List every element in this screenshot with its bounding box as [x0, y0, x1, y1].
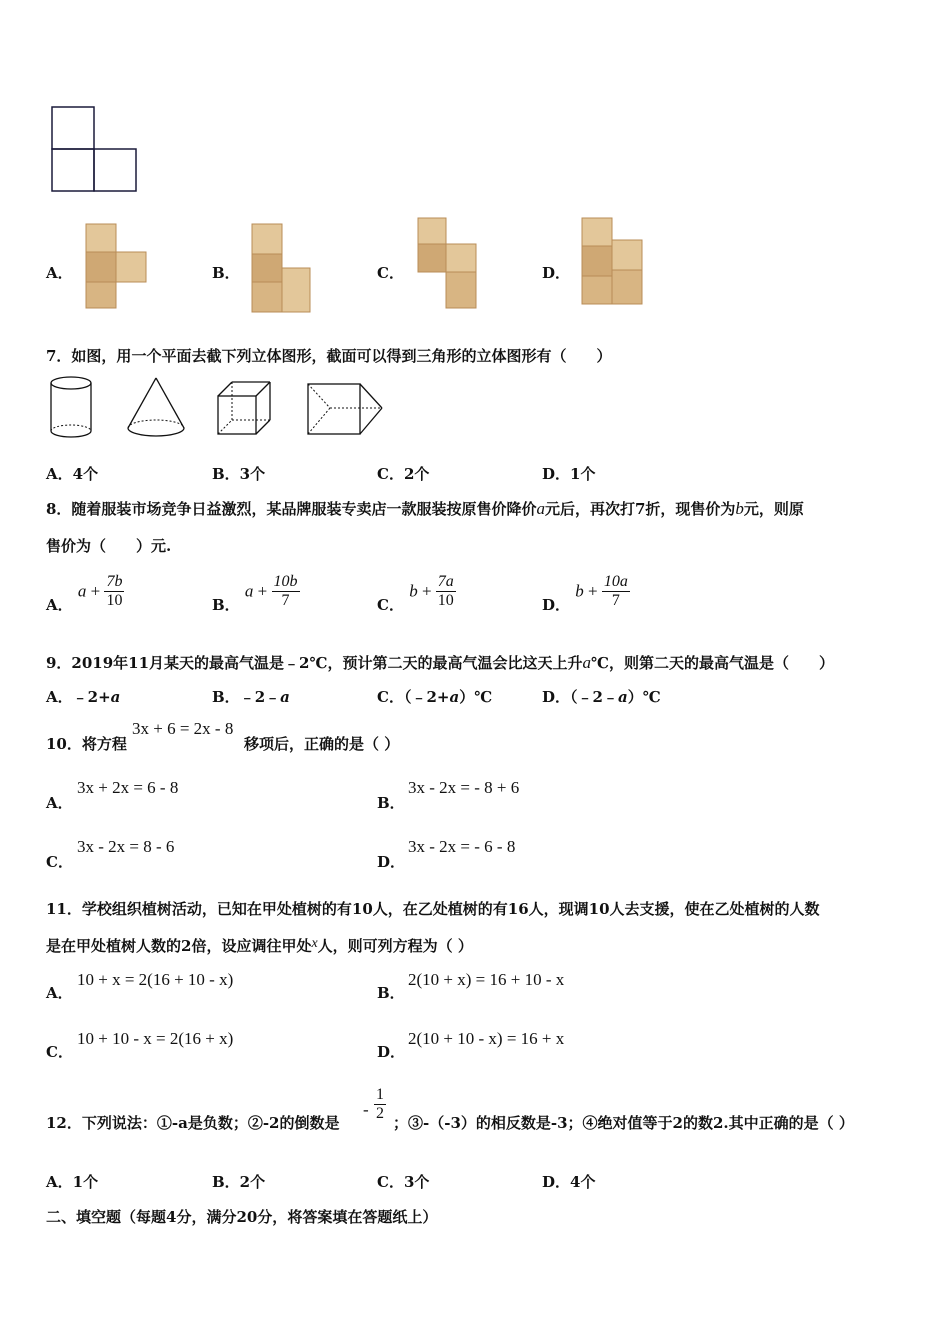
q8-var-a: a	[536, 499, 545, 518]
q11-option-c-label: C．	[46, 1043, 73, 1061]
q12-option-d: D．4个	[542, 1173, 596, 1191]
view-diagram	[48, 104, 140, 196]
q11-stem-part1: 是在甲处植树人数的2倍，设应调往甲处	[46, 937, 312, 955]
q9-option-c	[377, 686, 492, 707]
q6-option-d-label: D．	[542, 264, 571, 282]
q8-option-b: B． a + $\frac{10b}{7}$	[212, 568, 300, 615]
q10-stem-part2: 移项后，正确的是（ ）	[244, 735, 400, 753]
q12-stem-part2: ；③-（-3）的相反数是-3；④绝对值等于2的数2.其中正确的是（ ）	[393, 1114, 854, 1132]
q8-option-c-fraction	[436, 573, 456, 610]
fraction-numerator: 7a	[437, 573, 454, 590]
q8-option-c: C． b + $\frac{7a}{10}$	[377, 568, 456, 615]
q7-stem: 7．如图，用一个平面去截下列立体图形，截面可以得到三角形的立体图形有（ ）	[46, 347, 612, 365]
q10-stem-part1: 10．将方程	[46, 735, 127, 753]
q9-stem	[46, 652, 834, 673]
q12-neg-sign: -	[363, 1100, 369, 1119]
q11-option-a-expr: 10 + x = 2(16 + 10 - x)	[77, 970, 234, 989]
q10-option-a-label: A．	[46, 794, 73, 812]
q6-option-b-label: B．	[212, 264, 240, 282]
q10-option-b-label: B．	[377, 794, 405, 812]
prism-figure	[304, 380, 386, 438]
q12-option-b: B．2个	[212, 1173, 266, 1191]
cube-figure	[214, 378, 274, 438]
q8-option-c-lead: b	[409, 581, 418, 601]
q8-var-b: b	[735, 499, 744, 518]
q11-var: x	[311, 936, 318, 951]
q8-option-d: D． b + $\frac{10a}{7}$	[542, 568, 630, 615]
q9-option-b	[212, 686, 290, 707]
fraction-denominator: 7	[611, 592, 620, 609]
q11-option-b-label: B．	[377, 984, 405, 1002]
option-label: C．	[377, 688, 404, 706]
q11-option-a-label: A．	[46, 984, 73, 1002]
fraction-numerator: 10a	[603, 573, 628, 590]
q8-option-c-label: C．	[377, 596, 404, 614]
q11-stem-line1: 11．学校组织植树活动，已知在甲处植树的有10人，在乙处植树的有16人，现调10人去支援，使在乙处植树的人数	[46, 900, 820, 918]
q8-option-b-lead: a	[244, 581, 254, 601]
q8-stem-part3: 元，则原	[743, 500, 804, 518]
q10-option-d-expr: 3x - 2x = - 6 - 8	[408, 837, 516, 856]
q8-option-a-lead: a	[77, 581, 87, 601]
fraction-denominator: 7	[281, 592, 290, 609]
q9-option-a	[46, 686, 120, 707]
section-title: 二、填空题（每题4分，满分20分，将答案填在答题纸上）	[46, 1208, 438, 1226]
q7-option-d: D．1个	[542, 465, 596, 483]
cylinder-figure	[46, 374, 96, 442]
q12-option-c: C．3个	[377, 1173, 430, 1191]
option-label: B．	[212, 688, 240, 706]
q11-stem-line2	[46, 935, 473, 956]
option-var: a	[280, 688, 290, 706]
q6-option-b-blocks	[246, 222, 316, 316]
q8-option-d-lead: b	[575, 581, 584, 601]
q9-var: a	[582, 653, 591, 672]
q12-option-a: A．1个	[46, 1173, 99, 1191]
fraction-numerator: 1	[376, 1086, 384, 1103]
q11-option-d-label: D．	[377, 1043, 406, 1061]
option-text: ﹣2+	[72, 688, 111, 706]
option-label: A．	[46, 688, 73, 706]
q11-option-d-expr: 2(10 + 10 - x) = 16 + x	[408, 1029, 565, 1048]
option-text: （﹣2+	[403, 688, 450, 706]
fraction-denominator: 10	[106, 592, 123, 609]
q10-option-c-expr: 3x - 2x = 8 - 6	[77, 837, 175, 856]
option-label: D．	[542, 688, 571, 706]
q10-option-c-label: C．	[46, 853, 73, 871]
q8-option-a-fraction	[104, 573, 124, 610]
q9-stem-part2: ℃，则第二天的最高气温是（ ）	[590, 654, 834, 672]
fraction-numerator: 10b	[273, 573, 298, 590]
q10-option-b-expr: 3x - 2x = - 8 + 6	[408, 778, 520, 797]
q11-option-c-expr: 10 + 10 - x = 2(16 + x)	[77, 1029, 234, 1048]
option-tail: ）℃	[459, 688, 493, 706]
option-text: ﹣2﹣	[239, 688, 281, 706]
q9-stem-part1: 9．2019年11月某天的最高气温是﹣2℃，预计第二天的最高气温会比这天上升	[46, 654, 583, 672]
cone-figure	[124, 374, 188, 442]
q7-option-a: A．4个	[46, 465, 99, 483]
q7-option-b: B．3个	[212, 465, 266, 483]
q7-option-c: C．2个	[377, 465, 430, 483]
fraction-numerator: 7b	[106, 573, 123, 590]
q6-option-c-label: C．	[377, 264, 404, 282]
fraction-denominator: 10	[437, 592, 454, 609]
q8-stem-part1: 8．随着服装市场竞争日益激烈，某品牌服装专卖店一款服装按原售价降价	[46, 500, 537, 518]
q10-option-a-expr: 3x + 2x = 6 - 8	[77, 778, 179, 797]
option-var: a	[449, 688, 460, 706]
q12-fraction	[374, 1086, 386, 1123]
q8-option-b-label: B．	[212, 596, 240, 614]
q8-option-a: A． a + $\frac{7b}{10}$	[46, 568, 124, 615]
fraction-denominator: 2	[376, 1105, 384, 1122]
q9-option-d	[542, 686, 661, 707]
q6-option-d-blocks	[576, 214, 650, 312]
q11-option-b-expr: 2(10 + x) = 16 + 10 - x	[408, 970, 565, 989]
q8-stem-part2: 元后，再次打7折，现售价为	[544, 500, 736, 518]
q8-option-d-fraction	[602, 573, 630, 610]
q8-option-a-label: A．	[46, 596, 73, 614]
q8-option-b-fraction	[272, 573, 300, 610]
option-tail: ）℃	[627, 688, 661, 706]
option-var: a	[617, 688, 628, 706]
q6-option-c-blocks	[412, 214, 484, 314]
q6-option-a-blocks	[80, 220, 152, 312]
q8-stem-line2: 售价为（ ）元.	[46, 537, 172, 555]
q10-equation: 3x + 6 = 2x - 8	[132, 719, 234, 738]
option-text: （﹣2﹣	[570, 688, 618, 706]
q6-option-a-label: A．	[46, 264, 73, 282]
q12-stem-part1: 12．下列说法：①-a是负数；②-2的倒数是	[46, 1114, 340, 1132]
q8-option-d-label: D．	[542, 596, 571, 614]
q11-stem-part2: 人，则可列方程为（ ）	[317, 937, 473, 955]
option-var: a	[110, 688, 121, 706]
q10-option-d-label: D．	[377, 853, 406, 871]
q8-stem-line1	[46, 498, 804, 519]
